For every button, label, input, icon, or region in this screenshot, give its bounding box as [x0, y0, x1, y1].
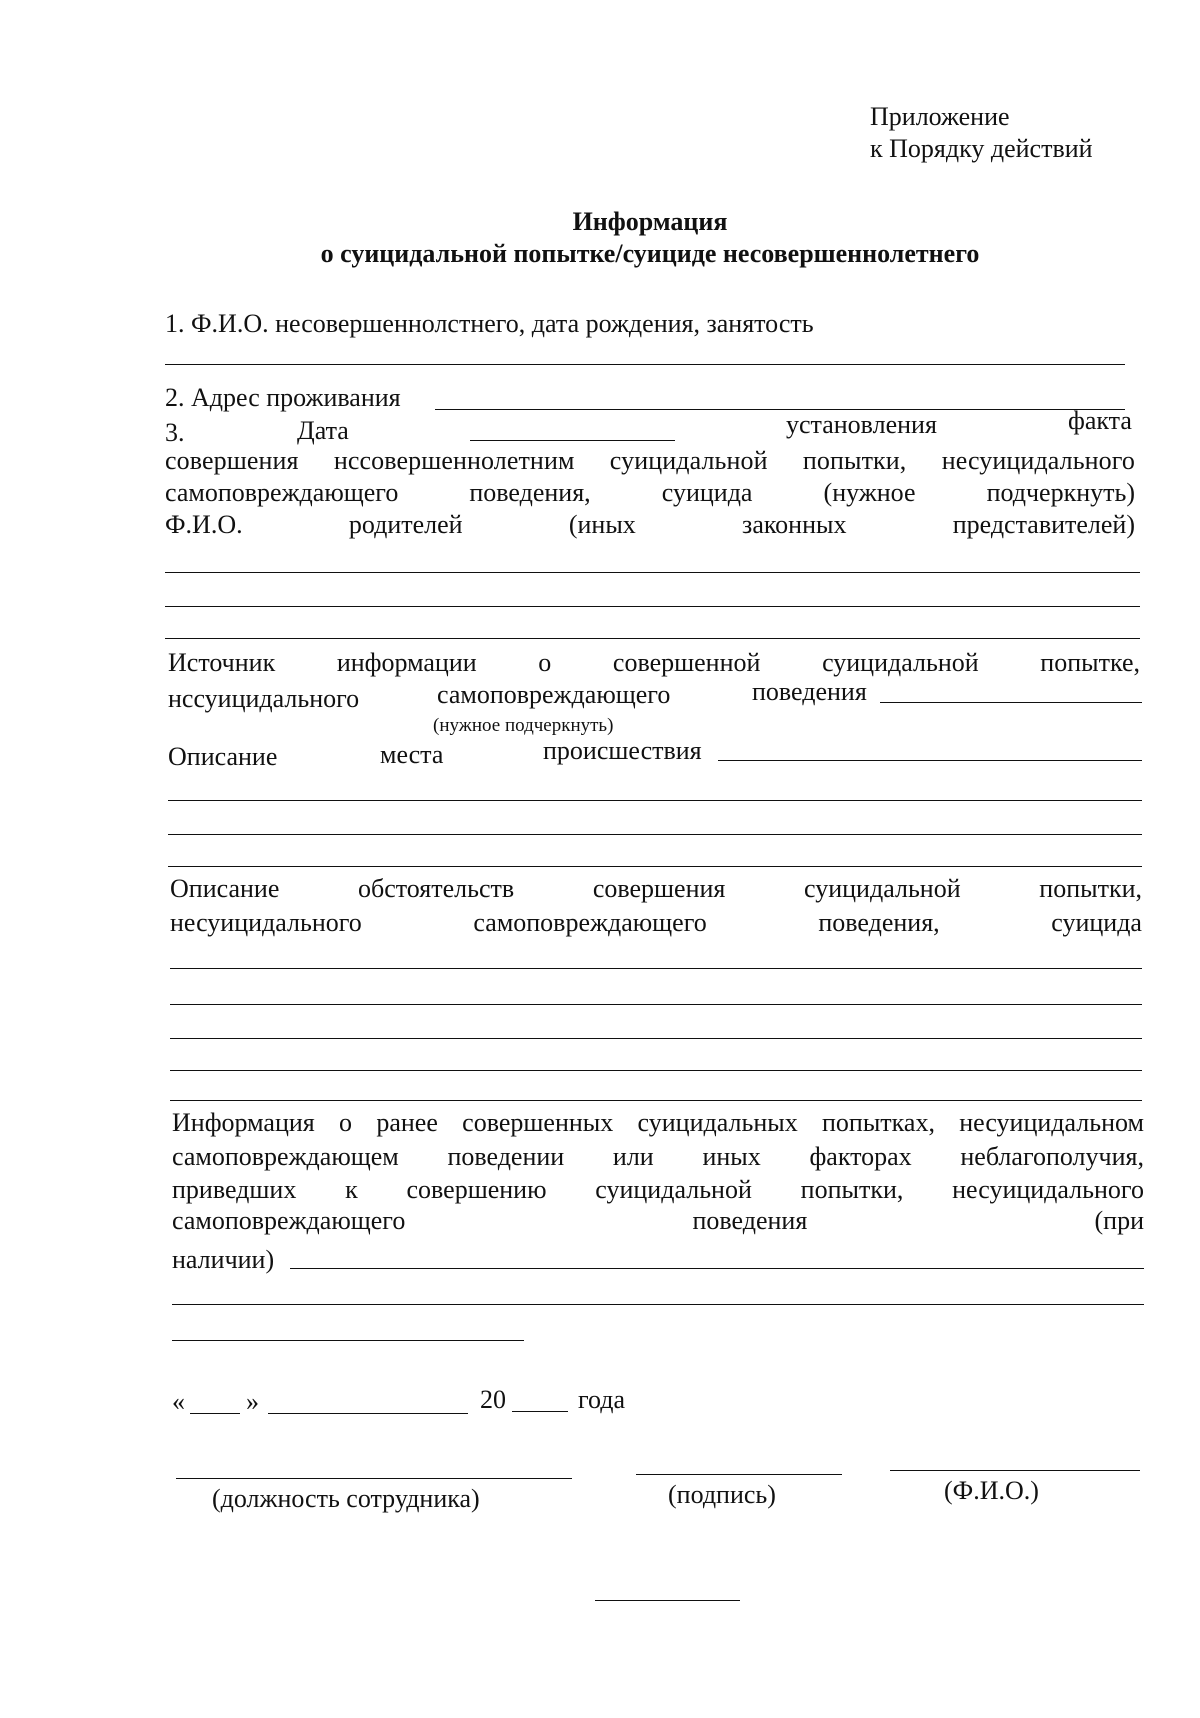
word: поведения, — [469, 478, 591, 507]
word: законных — [742, 510, 847, 539]
word: самоповреждающего — [165, 478, 399, 507]
word: суицида — [661, 478, 753, 507]
item-1-field[interactable] — [165, 364, 1125, 365]
source-row-1 — [168, 648, 1140, 678]
place-word-3: происшествия — [543, 736, 702, 765]
word: совершению — [406, 1175, 547, 1204]
appendix-line-1: Приложение — [870, 102, 1010, 131]
appendix-line-2: к Порядку действий — [870, 134, 1093, 163]
word: Ф.И.О. — [165, 510, 243, 539]
place-field-2[interactable] — [168, 800, 1142, 801]
word: поведении — [447, 1142, 565, 1171]
word: (при — [1094, 1206, 1144, 1235]
date-year-field[interactable] — [512, 1411, 568, 1412]
date-open-quote: « — [172, 1387, 185, 1416]
position-caption: (должность сотрудника) — [212, 1484, 480, 1513]
parents-field-3[interactable] — [165, 638, 1140, 639]
word: (нужное — [823, 478, 916, 507]
previous-row-4 — [172, 1206, 1144, 1236]
circumstances-field-1[interactable] — [170, 968, 1142, 969]
word: несуицидального — [952, 1175, 1144, 1204]
source-word-2: самоповреждающего — [437, 680, 671, 709]
date-field[interactable] — [470, 440, 675, 441]
place-word-1: Описание — [168, 742, 278, 771]
source-word-3: поведения — [752, 677, 867, 706]
item-3-row-3 — [165, 478, 1135, 508]
word: информации — [336, 648, 477, 677]
circumstances-row-2 — [170, 908, 1142, 938]
word: несуицидального — [170, 908, 362, 937]
document-subtitle: о суицидальной попытке/суициде несовершеннолетнего — [320, 239, 980, 268]
bottom-separator — [595, 1600, 740, 1601]
word: родителей — [348, 510, 463, 539]
word: представителей) — [952, 510, 1135, 539]
previous-row-2 — [172, 1142, 1144, 1172]
position-signature-field[interactable] — [176, 1478, 572, 1479]
previous-field-3[interactable] — [172, 1340, 524, 1341]
word: иных — [702, 1142, 761, 1171]
circumstances-field-5[interactable] — [170, 1100, 1142, 1101]
previous-field-1[interactable] — [290, 1268, 1144, 1269]
name-caption: (Ф.И.О.) — [944, 1476, 1039, 1505]
circumstances-row-1 — [170, 874, 1142, 904]
word: совершенной — [612, 648, 761, 677]
word: неблагополучия, — [960, 1142, 1144, 1171]
word: суицида — [1051, 908, 1142, 937]
previous-row-1: Информация о ранее совершенных суицидальных попытках, несуицидальном — [172, 1108, 1144, 1137]
item-3-fact: факта — [1068, 406, 1132, 435]
word: попытки, — [1039, 874, 1142, 903]
place-field-4[interactable] — [168, 866, 1142, 867]
source-note: (нужное подчеркнуть) — [433, 715, 614, 736]
word: или — [612, 1142, 654, 1171]
word: суицидальной — [595, 1175, 752, 1204]
place-field-3[interactable] — [168, 834, 1142, 835]
word: поведения — [692, 1206, 808, 1235]
parents-field-1[interactable] — [165, 572, 1140, 573]
word: самоповреждающего — [172, 1206, 406, 1235]
word: подчеркнуть) — [986, 478, 1135, 507]
place-field-1[interactable] — [718, 760, 1142, 761]
name-signature-field[interactable] — [890, 1470, 1140, 1471]
item-3-row-2: совершения нссовершеннолетним суицидальной попытки, несуицидального — [165, 446, 1135, 475]
word: Источник — [168, 648, 276, 677]
previous-field-2[interactable] — [172, 1304, 1144, 1305]
word: суицидальной — [804, 874, 961, 903]
circumstances-field-4[interactable] — [170, 1070, 1142, 1071]
date-month-field[interactable] — [268, 1413, 468, 1414]
item-3-date-word: Дата — [297, 416, 349, 445]
signature-field[interactable] — [636, 1474, 842, 1475]
parents-field-2[interactable] — [165, 606, 1140, 607]
date-day-field[interactable] — [190, 1413, 240, 1414]
word: факторах — [809, 1142, 912, 1171]
item-3-row-4 — [165, 510, 1135, 540]
word: о — [538, 648, 552, 677]
item-1-label: 1. Ф.И.О. несовершеннолстнего, дата рождения, занятость — [165, 309, 814, 338]
date-year-word: года — [578, 1385, 626, 1414]
word: приведших — [172, 1175, 297, 1204]
source-word-1: нссуицидального — [168, 684, 360, 713]
signature-caption: (подпись) — [668, 1480, 776, 1509]
word: попытки, — [800, 1175, 904, 1204]
circumstances-field-2[interactable] — [170, 1004, 1142, 1005]
word: поведения, — [818, 908, 940, 937]
previous-row-5: наличии) — [172, 1245, 275, 1274]
address-field[interactable] — [435, 409, 1125, 410]
document-title: Информация — [572, 207, 728, 236]
word: самоповреждающем — [172, 1142, 399, 1171]
item-2-label: 2. Адрес проживания — [165, 383, 401, 412]
word: Описание — [170, 874, 280, 903]
word: обстоятельств — [358, 874, 515, 903]
circumstances-field-3[interactable] — [170, 1038, 1142, 1039]
word: попытке, — [1040, 648, 1140, 677]
place-word-2: места — [380, 740, 444, 769]
item-3-number: 3. — [165, 418, 185, 447]
word: самоповреждающего — [473, 908, 707, 937]
word: суицидальной — [822, 648, 979, 677]
date-close-quote: » — [246, 1387, 259, 1416]
word: совершения — [592, 874, 726, 903]
word: к — [345, 1175, 358, 1204]
previous-row-3 — [172, 1175, 1144, 1205]
word: (иных — [568, 510, 636, 539]
date-century: 20 — [480, 1385, 506, 1414]
item-3-established: установления — [786, 410, 937, 439]
source-field[interactable] — [880, 702, 1142, 703]
